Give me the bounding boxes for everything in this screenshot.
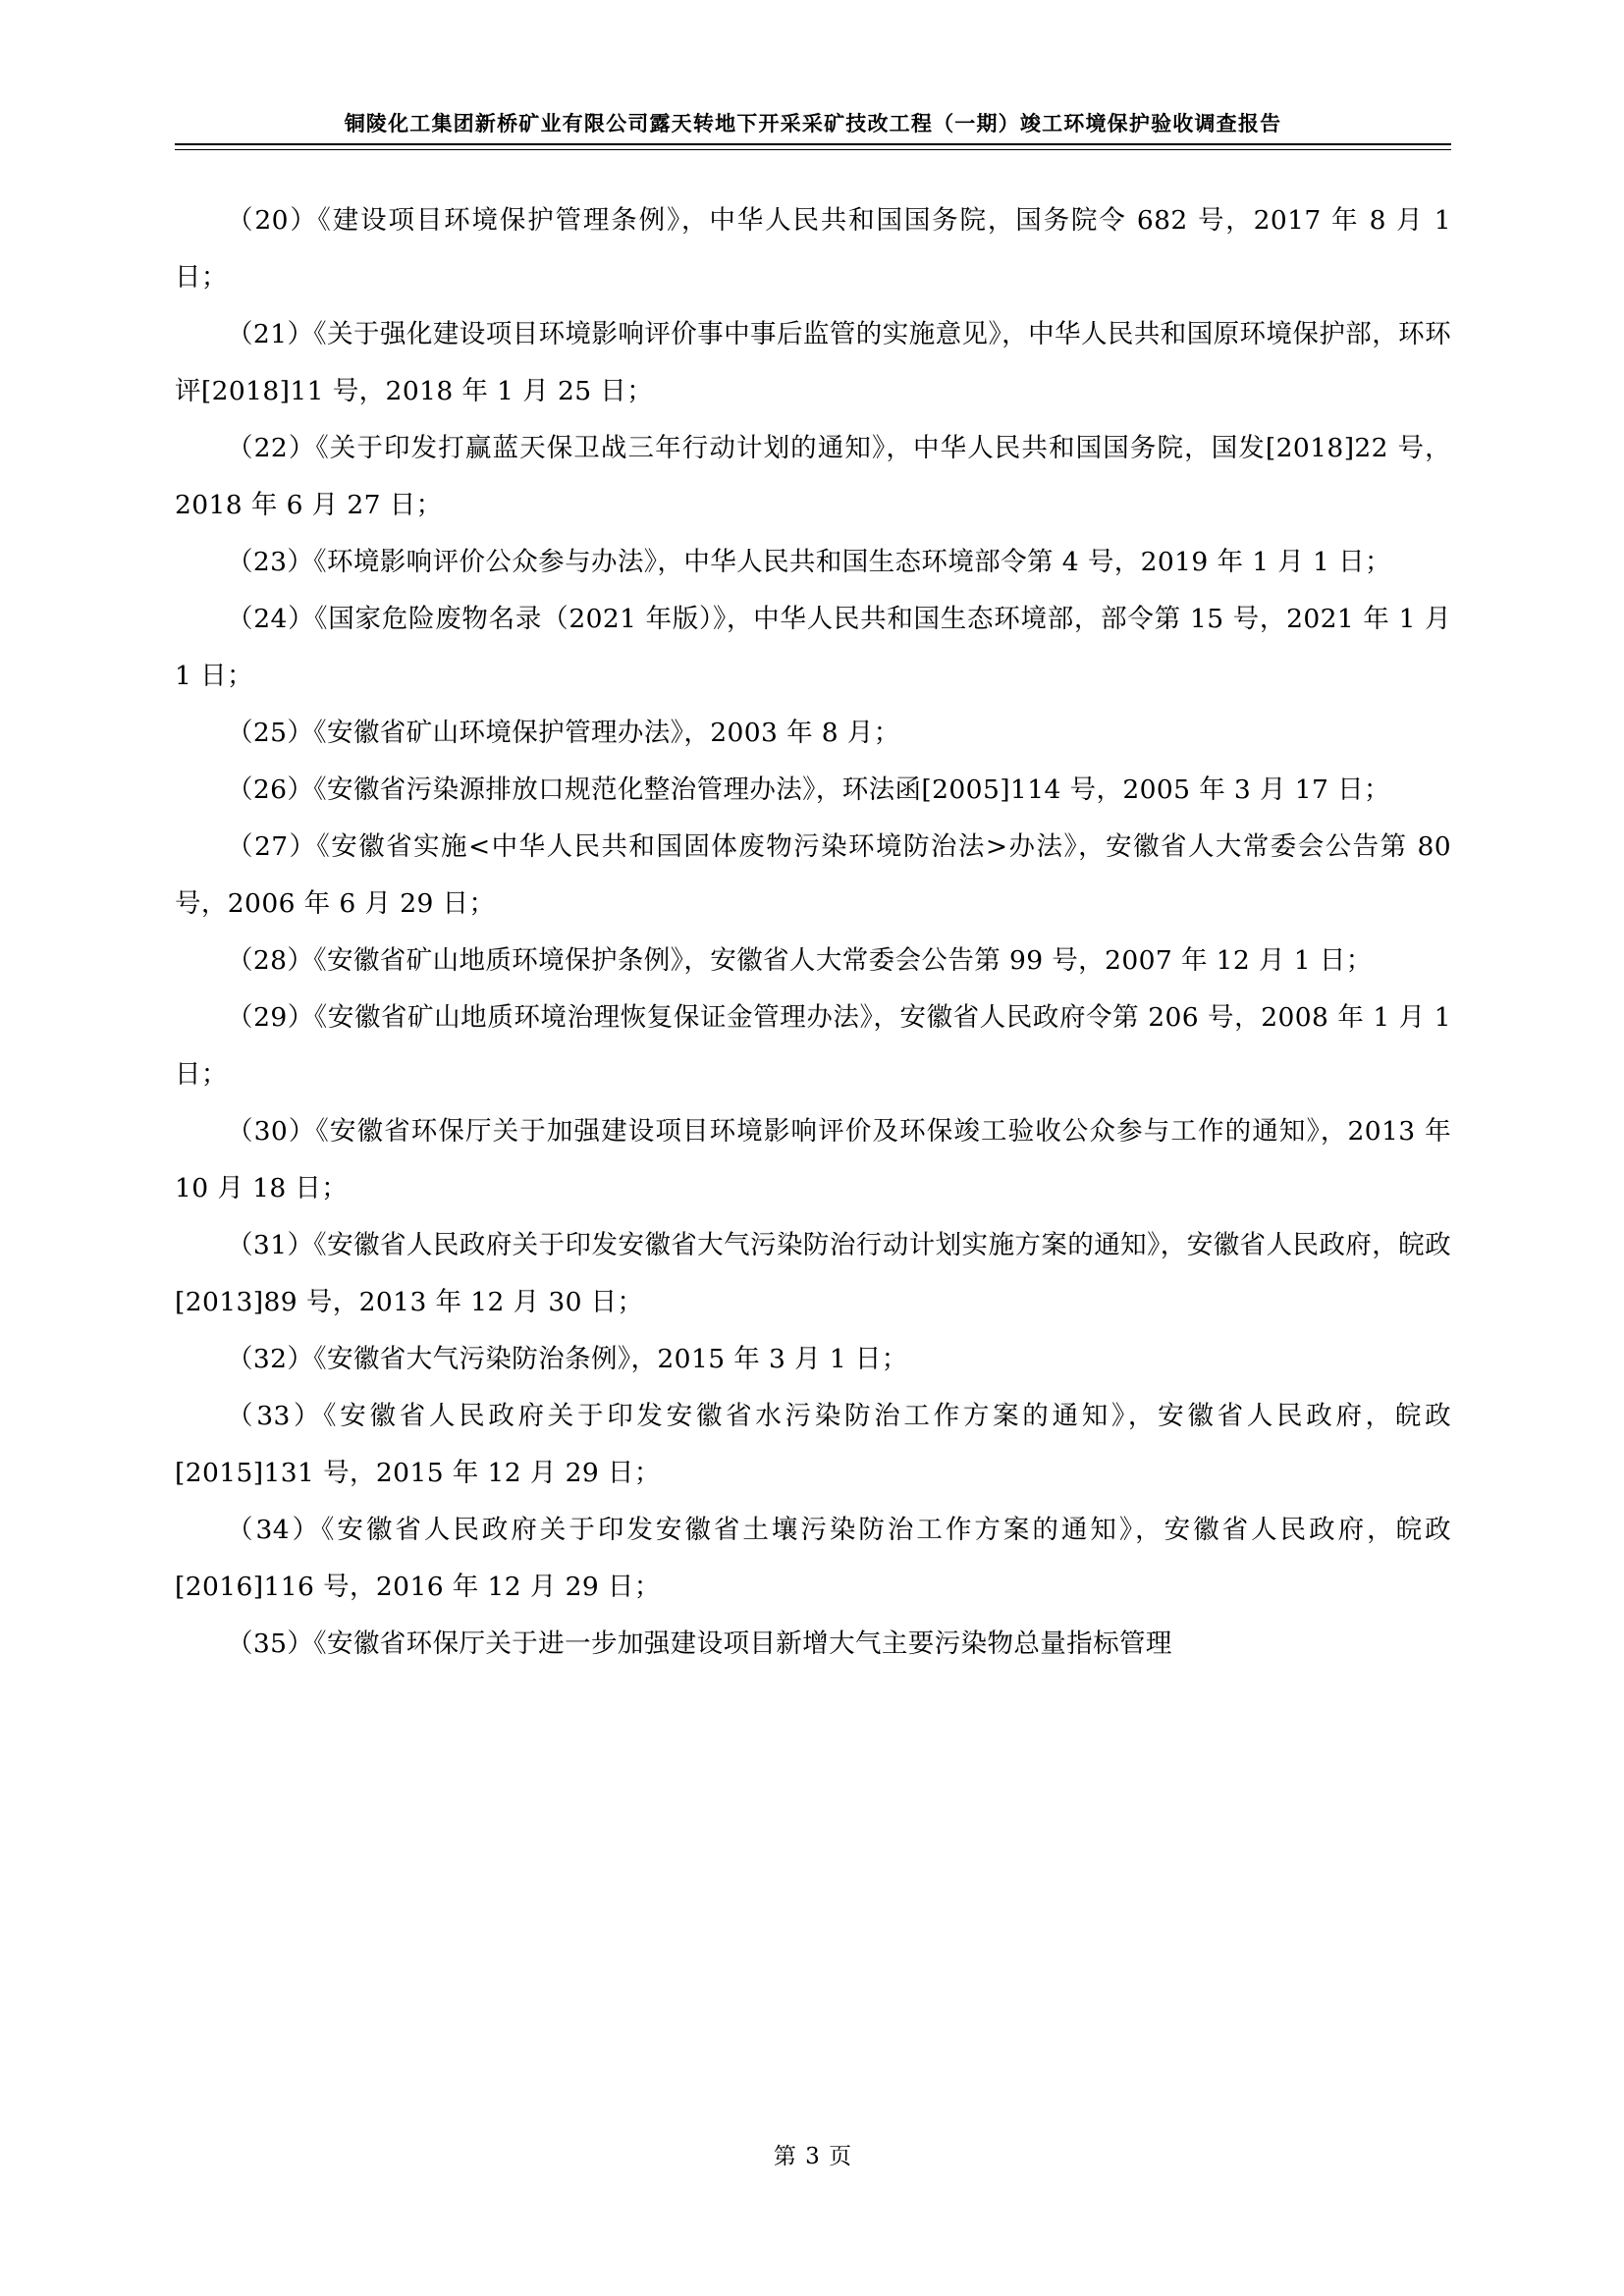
paragraph: （21）《关于强化建设项目环境影响评价事中事后监管的实施意见》，中华人民共和国原环境保护部，环环评[2018]11 号，2018 年 1 月 25 日；	[175, 319, 1451, 406]
paragraph: （23）《环境影响评价公众参与办法》，中华人民共和国生态环境部令第 4 号，2019 年 1 月 1 日；	[227, 547, 1391, 577]
page-header-title: 铜陵化工集团新桥矿业有限公司露天转地下开采采矿技改工程（一期）竣工环境保护验收调查报告	[344, 111, 1282, 135]
page-number: 第 3 页	[773, 2144, 853, 2169]
paragraph: （20）《建设项目环境保护管理条例》，中华人民共和国国务院，国务院令 682 号，2017 年 8 月 1 日；	[175, 205, 1451, 293]
paragraph: （33）《安徽省人民政府关于印发安徽省水污染防治工作方案的通知》，安徽省人民政府，皖政[2015]131 号，2015 年 12 月 29 日；	[175, 1401, 1451, 1488]
paragraph: （32）《安徽省大气污染防治条例》，2015 年 3 月 1 日；	[227, 1344, 908, 1374]
paragraph: （34）《安徽省人民政府关于印发安徽省土壤污染防治工作方案的通知》，安徽省人民政府，皖政[2016]116 号，2016 年 12 月 29 日；	[175, 1515, 1451, 1602]
header-divider-thick	[175, 143, 1451, 145]
paragraph: （27）《安徽省实施<中华人民共和国固体废物污染环境防治法>办法》，安徽省人大常委会公告第 80 号，2006 年 6 月 29 日；	[175, 831, 1451, 919]
paragraph: （30）《安徽省环保厅关于加强建设项目环境影响评价及环保竣工验收公众参与工作的通知》，2013 年 10 月 18 日；	[175, 1116, 1451, 1203]
document-body	[175, 192, 1451, 1673]
paragraph: （24）《国家危险废物名录（2021 年版）》，中华人民共和国生态环境部，部令第 15 号，2021 年 1 月 1 日；	[175, 604, 1451, 691]
paragraph: （31）《安徽省人民政府关于印发安徽省大气污染防治行动计划实施方案的通知》，安徽省人民政府，皖政[2013]89 号，2013 年 12 月 30 日；	[175, 1230, 1451, 1317]
paragraph: （29）《安徽省矿山地质环境治理恢复保证金管理办法》，安徽省人民政府令第 206 号，2008 年 1 月 1 日；	[175, 1002, 1451, 1090]
paragraph: （25）《安徽省矿山环境保护管理办法》，2003 年 8 月；	[227, 718, 900, 748]
paragraph: （35）《安徽省环保厅关于进一步加强建设项目新增大气主要污染物总量指标管理	[227, 1629, 1172, 1659]
paragraph: （22）《关于印发打赢蓝天保卫战三年行动计划的通知》，中华人民共和国国务院，国发[2018]22 号，2018 年 6 月 27 日；	[175, 433, 1451, 520]
paragraph: （26）《安徽省污染源排放口规范化整治管理办法》，环法函[2005]114 号，2005 年 3 月 17 日；	[227, 774, 1390, 805]
header-divider-thin	[175, 149, 1451, 150]
paragraph: （28）《安徽省矿山地质环境保护条例》，安徽省人大常委会公告第 99 号，2007 年 12 月 1 日；	[227, 945, 1373, 976]
